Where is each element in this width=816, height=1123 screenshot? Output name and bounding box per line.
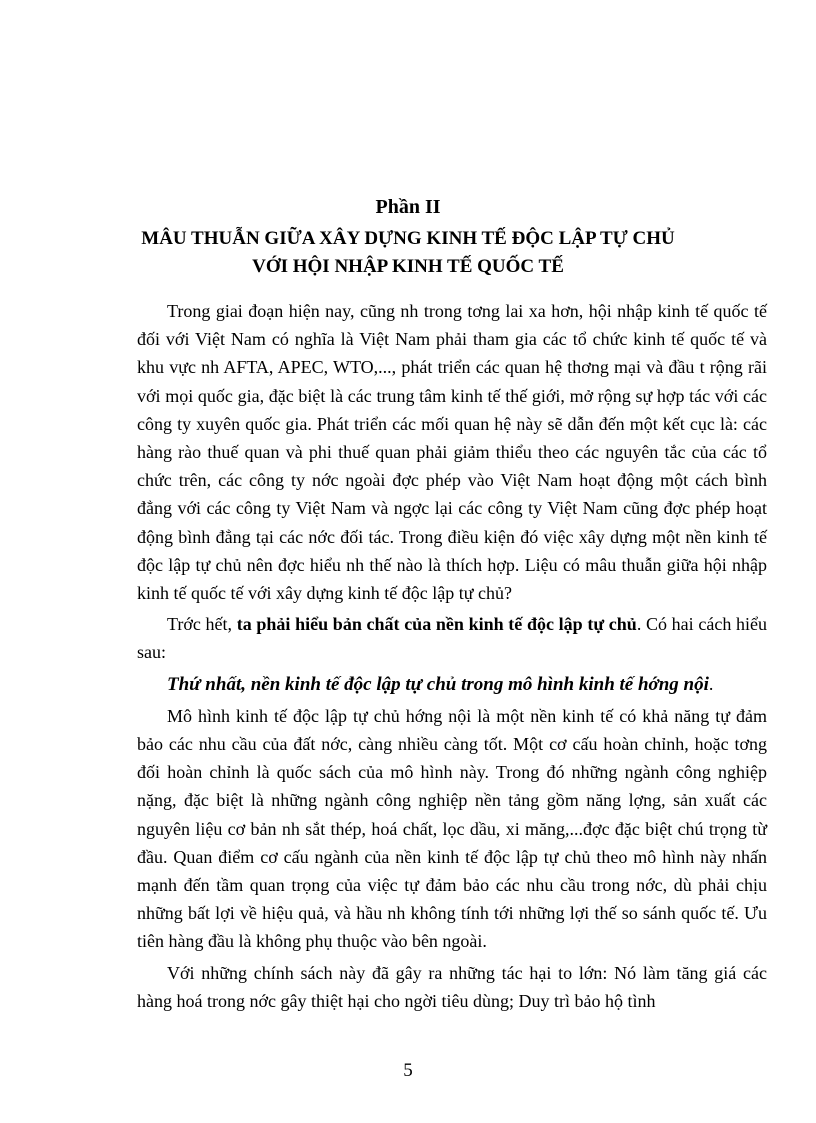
paragraph-4: Với những chính sách này đã gây ra những tác hại to lớn: Nó làm tăng giá các hàng hoá trong nớc gây thiệt hại cho ngời tiêu dùng; Duy trì bảo hộ tình: [137, 962, 767, 1011]
subheading-text: Thứ nhất, nền kinh tế độc lập tự chủ trong mô hình kinh tế hớng nội: [167, 673, 709, 695]
paragraph-1: Trong giai đoạn hiện nay, cũng nh trong tơng lai xa hơn, hội nhập kinh tế quốc tế đối với Việt Nam có nghĩa là Việt Nam phải tham gia các tổ chức kinh tế quốc tế và khu vực nh AFTA, APEC, WTO,..., phát triển các quan hệ thơng mại và đầu t rộng rãi với mọi quốc gia, đặc biệt là các trung tâm kinh tế thế giới, mở rộng sự hợp tác với các công ty xuyên quốc gia. Phát triển các mối quan hệ này sẽ dẫn đến một kết cục là: các hàng rào thuế quan và phi thuế quan phải giảm thiểu theo các nguyên tắc của các tổ chức trên, các công ty nớc ngoài đợc phép vào Việt Nam hoạt động một cách bình đẳng với các công ty Việt Nam và ngợc lại các công ty Việt Nam cũng đợc phép hoạt động bình đẳng tại các nớc đối tác. Trong điều kiện đó việc xây dựng một nền kinh tế độc lập tự chủ nên đợc hiểu nh thế nào là thích hợp. Liệu có mâu thuẫn giữa hội nhập kinh tế quốc tế với xây dựng kinh tế độc lập tự chủ?: [137, 301, 767, 604]
page-number: 5: [403, 1060, 413, 1081]
subheading: [137, 670, 767, 699]
part-label: Phần II: [375, 196, 441, 218]
paragraph-2-emphasis: ta phải hiểu bản chất của nền kinh tế độc lập tự chủ: [236, 614, 637, 635]
subheading-period: .: [708, 673, 714, 694]
paragraph-2-tail: . Có hai cách hiểu sau:: [137, 614, 767, 663]
body-text: [137, 297, 767, 1015]
paragraph-2: [137, 610, 767, 666]
title-line-1: MÂU THUẪN GIỮA XÂY DỰNG KINH TẾ ĐỘC LẬP TỰ CHỦ: [141, 228, 675, 249]
paragraph-3: Mô hình kinh tế độc lập tự chủ hớng nội là một nền kinh tế có khả năng tự đảm bảo các nhu cầu của đất nớc, càng nhiều càng tốt. Một cơ cấu hoàn chỉnh, hoặc tơng đối hoàn chỉnh là quốc sách của mô hình này. Trong đó những ngành công nghiệp nặng, đặc biệt là những ngành công nghiệp nền tảng gồm năng lợng, sản xuất các nguyên liệu cơ bản nh sắt thép, hoá chất, lọc dầu, xi măng,...đợc đặc biệt chú trọng từ đầu. Quan điểm cơ cấu ngành của nền kinh tế độc lập tự chủ theo mô hình này nhấn mạnh đến tầm quan trọng của việc tự đảm bảo các nhu cầu trong nớc, dù phải chịu những bất lợi về hiệu quả, và hầu nh không tính tới những lợi thế so sánh quốc tế. Ưu tiên hàng đầu là không phụ thuộc vào bên ngoài.: [137, 705, 767, 952]
paragraph-2-lead: Trớc hết,: [167, 614, 237, 635]
title-line-2: VỚI HỘI NHẬP KINH TẾ QUỐC TẾ: [252, 256, 564, 277]
